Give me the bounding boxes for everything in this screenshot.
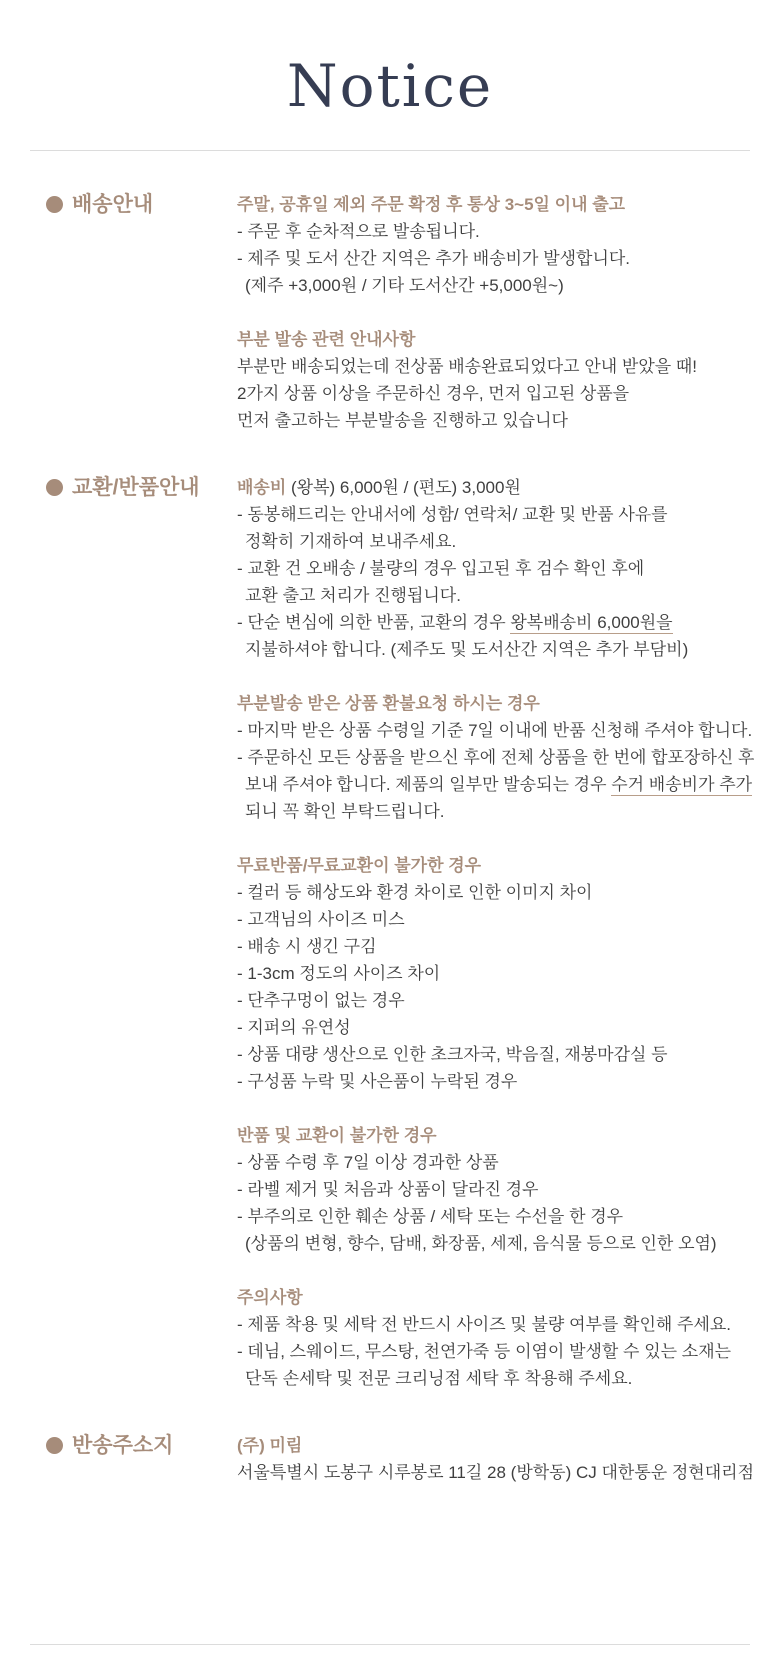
body-line: - 상품 수령 후 7일 이상 경과한 상품 [237, 1153, 499, 1172]
group-heading-accent: 주말, 공휴일 제외 주문 확정 후 통상 3~5일 이내 출고 [237, 195, 626, 214]
group-heading-accent: 주의사항 [237, 1288, 303, 1307]
body-line: - 지퍼의 유연성 [237, 1018, 351, 1037]
body-line: - 구성품 누락 및 사은품이 누락된 경우 [237, 1072, 518, 1091]
group-heading-suffix: (왕복) 6,000원 / (편도) 3,000원 [286, 478, 521, 497]
bullet-icon [46, 479, 63, 496]
group-heading-accent: 부분발송 받은 상품 환불요청 하시는 경우 [237, 694, 540, 713]
section-exchange-return-info [0, 474, 780, 1392]
body-line: - 동봉해드리는 안내서에 성함/ 연락처/ 교환 및 반품 사유를 [237, 505, 668, 524]
section-label-return-address [0, 1432, 237, 1459]
group-heading-accent: 무료반품/무료교환이 불가한 경우 [237, 856, 482, 875]
section-body [237, 191, 780, 434]
body-line: 먼저 출고하는 부분발송을 진행하고 있습니다 [237, 411, 568, 430]
text-group [237, 326, 760, 434]
text-group [237, 474, 760, 663]
body-line: 교환 출고 처리가 진행됩니다. [245, 586, 461, 605]
section-label-exchange-return-info [0, 474, 237, 501]
bullet-icon [46, 196, 63, 213]
body-line: 2가지 상품 이상을 주문하신 경우, 먼저 입고된 상품을 [237, 384, 630, 403]
body-line: - 부주의로 인한 훼손 상품 / 세탁 또는 수선을 한 경우 [237, 1207, 624, 1226]
body-line: - 배송 시 생긴 구김 [237, 937, 377, 956]
body-line: - 제품 착용 및 세탁 전 반드시 사이즈 및 불량 여부를 확인해 주세요. [237, 1315, 732, 1334]
group-heading [237, 1122, 760, 1149]
text-group [237, 690, 760, 825]
bottom-divider [30, 1644, 750, 1645]
body-line: - 단추구멍이 없는 경우 [237, 991, 405, 1010]
group-heading [237, 690, 760, 717]
text-group [237, 1432, 760, 1486]
body-line: - 고객님의 사이즈 미스 [237, 910, 405, 929]
group-heading [237, 1432, 760, 1459]
group-heading [237, 191, 760, 218]
body-line: 보내 주셔야 합니다. 제품의 일부만 발송되는 경우 수거 배송비가 추가 [245, 775, 753, 794]
section-body [237, 1432, 780, 1486]
text-group [237, 191, 760, 299]
section-label-shipping-info [0, 191, 237, 218]
body-line: 서울특별시 도봉구 시루봉로 11길 28 (방학동) CJ 대한통운 정현대리점 [237, 1463, 754, 1482]
body-line: 정확히 기재하여 보내주세요. [245, 532, 457, 551]
group-heading [237, 852, 760, 879]
underlined-text: 왕복배송비 6,000원을 [510, 613, 673, 632]
page-title: Notice [286, 52, 494, 120]
body-line: 되니 꼭 확인 부탁드립니다. [245, 802, 445, 821]
underlined-text: 수거 배송비가 추가 [611, 775, 753, 794]
body-line: - 주문하신 모든 상품을 받으신 후에 전체 상품을 한 번에 합포장하신 후 [237, 748, 755, 767]
text-group [237, 1284, 760, 1392]
body-line: - 1-3cm 정도의 사이즈 차이 [237, 964, 441, 983]
body-line: - 단순 변심에 의한 반품, 교환의 경우 왕복배송비 6,000원을 [237, 613, 673, 632]
group-heading-accent: (주) 미림 [237, 1436, 303, 1455]
body-line: - 마지막 받은 상품 수령일 기준 7일 이내에 반품 신청해 주셔야 합니다. [237, 721, 753, 740]
group-heading [237, 326, 760, 353]
body-line: - 라벨 제거 및 처음과 상품이 달라진 경우 [237, 1180, 539, 1199]
body-line: - 상품 대량 생산으로 인한 초크자국, 박음질, 재봉마감실 등 [237, 1045, 668, 1064]
body-line: - 교환 건 오배송 / 불량의 경우 입고된 후 검수 확인 후에 [237, 559, 645, 578]
bullet-icon [46, 1437, 63, 1454]
section-body [237, 474, 780, 1392]
group-heading-accent: 반품 및 교환이 불가한 경우 [237, 1126, 437, 1145]
section-label-text: 반송주소지 [72, 1434, 174, 1457]
body-line: - 제주 및 도서 산간 지역은 추가 배송비가 발생합니다. [237, 249, 631, 268]
sections-container [0, 151, 780, 1486]
body-line: (제주 +3,000원 / 기타 도서산간 +5,000원~) [245, 276, 564, 295]
group-heading-accent: 배송비 [237, 478, 287, 497]
section-shipping-info [0, 191, 780, 434]
group-heading [237, 1284, 760, 1311]
body-line: 부분만 배송되었는데 전상품 배송완료되었다고 안내 받았을 때! [237, 357, 698, 376]
section-label-text: 배송안내 [72, 193, 154, 216]
group-heading [237, 474, 760, 501]
group-heading-accent: 부분 발송 관련 안내사항 [237, 330, 416, 349]
body-line: - 데님, 스웨이드, 무스탕, 천연가죽 등 이염이 발생할 수 있는 소재는 [237, 1342, 732, 1361]
text-group [237, 852, 760, 1095]
section-return-address [0, 1432, 780, 1486]
text-group [237, 1122, 760, 1257]
body-line: - 주문 후 순차적으로 발송됩니다. [237, 222, 480, 241]
body-line: 지불하셔야 합니다. (제주도 및 도서산간 지역은 추가 부담비) [245, 640, 689, 659]
section-label-text: 교환/반품안내 [72, 476, 200, 499]
body-line: (상품의 변형, 향수, 담배, 화장품, 세제, 음식물 등으로 인한 오염) [245, 1234, 717, 1253]
body-line: - 컬러 등 해상도와 환경 차이로 인한 이미지 차이 [237, 883, 593, 902]
body-line: 단독 손세탁 및 전문 크리닝점 세탁 후 착용해 주세요. [245, 1369, 633, 1388]
